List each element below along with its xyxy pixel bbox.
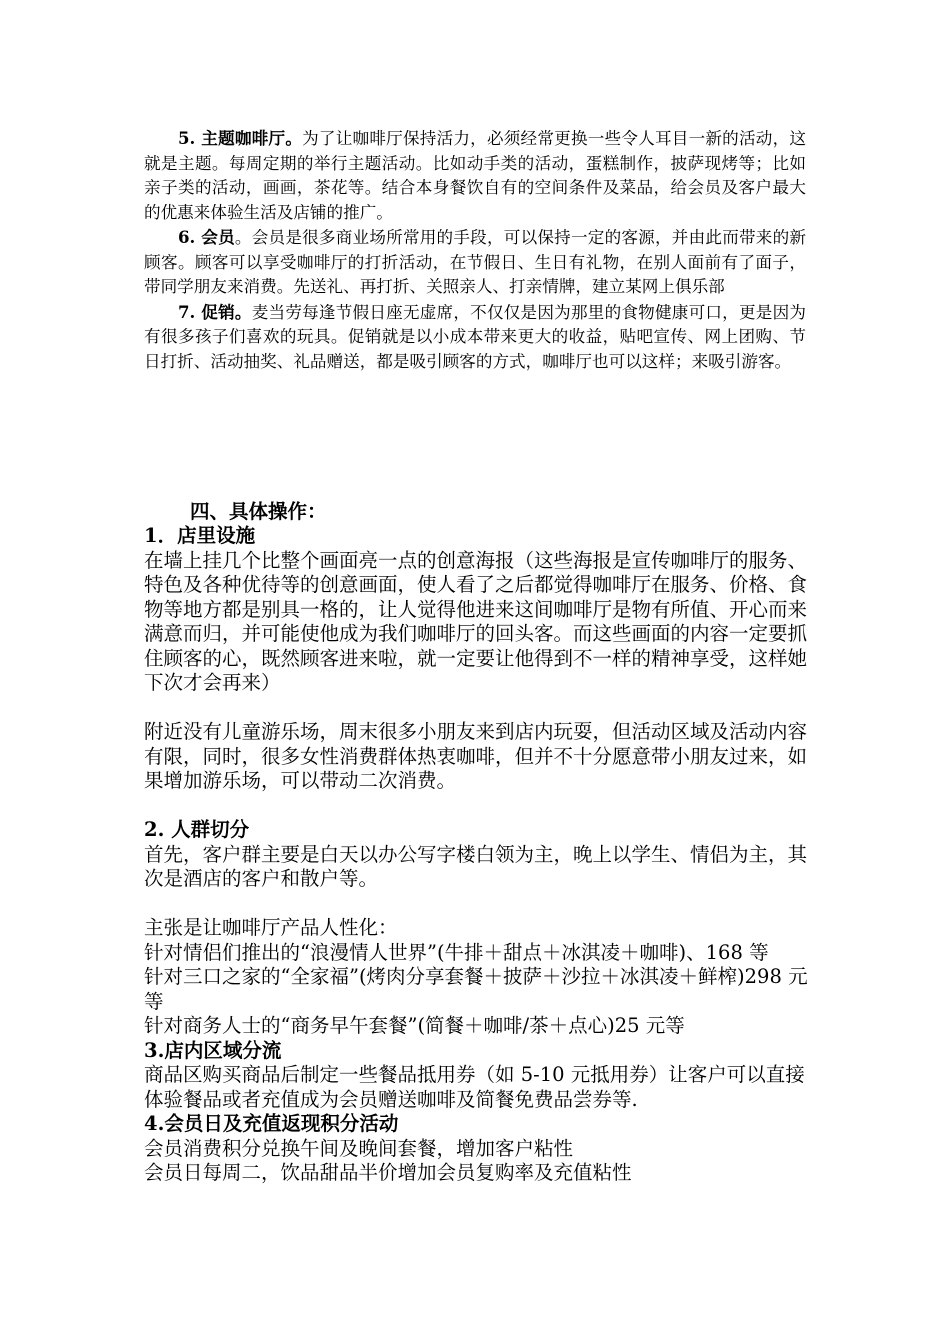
spacer [144,794,814,819]
paragraph: 首先，客户群主要是白天以办公写字楼白领为主，晚上以学生、情侣为主，其次是酒店的客户和散户等。 [144,842,808,890]
strategy-item-membership [144,225,806,300]
subsection-heading-zoning: 3.店内区域分流 [144,1038,282,1062]
operations-section [144,524,814,1186]
subsection-heading-segmentation: 2. 人群切分 [144,818,250,841]
paragraph: 会员日每周二，饮品甜品半价增加会员复购率及充值粘性 [144,1161,632,1184]
paragraph: 商品区购买商品后制定一些餐品抵用券（如 5-10 元抵用券）让客户可以直接体验餐品或者充值成为会员赠送咖啡及简餐免费品尝券等. [144,1063,805,1111]
strategy-heading: 6. 会员 [178,227,235,247]
strategy-body: 麦当劳每逢节假日座无虚席，不仅仅是因为那里的食物健康可口，更是因为有很多孩子们喜欢的玩具。促销就是以小成本带来更大的收益，贴吧宣传、网上团购、节日打折、活动抽奖、礼品赠送，都是吸引顾客的方式，咖啡厅也可以这样；来吸引游客。 [144,302,806,371]
paragraph: 针对三口之家的“全家福”(烤肉分享套餐＋披萨＋沙拉＋冰淇凌＋鲜榨)298 元等 [144,965,808,1013]
strategy-list [144,126,806,374]
paragraph: 附近没有儿童游乐场，周末很多小朋友来到店内玩耍，但活动区域及活动内容有限，同时，很多女性消费群体热衷咖啡，但并不十分愿意带小朋友过来，如果增加游乐场，可以带动二次消费。 [144,720,808,792]
section-title: 四、具体操作： [190,500,327,523]
paragraph: 在墙上挂几个比整个画面亮一点的创意海报（这些海报是宣传咖啡厅的服务、特色及各种优待等的创意画面，使人看了之后都觉得咖啡厅在服务、价格、食物等地方都是别具一格的，让人觉得他进来这间咖啡厅是物有所值、开心而来满意而归，并可能使他成为我们咖啡厅的回头客。而这些画面的内容一定要抓住顾客的心，既然顾客进来啦，就一定要让他得到不一样的精神享受，这样她下次才会再来） [144,548,808,694]
subsection-heading-member-day: 4.会员日及充值返现积分活动 [144,1112,399,1135]
paragraph: 针对情侣们推出的“浪漫情人世界”(牛排＋甜点＋冰淇凌＋咖啡)、168 等 [144,940,769,964]
subsection-heading-facilities: 1．店里设施 [144,524,256,547]
strategy-item-theme-cafe [144,126,806,225]
paragraph: 主张是让咖啡厅产品人性化： [144,916,398,939]
spacer [144,892,814,917]
strategy-body: 为了让咖啡厅保持活力，必须经常更换一些令人耳目一新的活动，这就是主题。每周定期的举行主题活动。比如动手类的活动，蛋糕制作，披萨现烤等；比如亲子类的活动，画画，茶花等。结合本身餐饮自有的空间条件及菜品，给会员及客户最大的优惠来体验生活及店铺的推广。 [144,129,806,222]
paragraph: 针对商务人士的“商务早午套餐”(简餐＋咖啡/茶＋点心)25 元等 [144,1014,685,1037]
strategy-item-promotion [144,300,806,375]
strategy-heading: 5. 主题咖啡厅。 [178,128,303,148]
strategy-body: 。会员是很多商业场所常用的手段，可以保持一定的客源，并由此而带来的新顾客。顾客可以享受咖啡厅的打折活动，在节假日、生日有礼物，在别人面前有了面子，带同学朋友来消费。先送礼、再打折、关照亲人、打亲情牌，建立某网上俱乐部 [144,228,806,296]
strategy-heading: 7. 促销。 [178,301,252,322]
spacer [144,696,814,721]
paragraph: 会员消费积分兑换午间及晚间套餐，增加客户粘性 [144,1136,574,1160]
